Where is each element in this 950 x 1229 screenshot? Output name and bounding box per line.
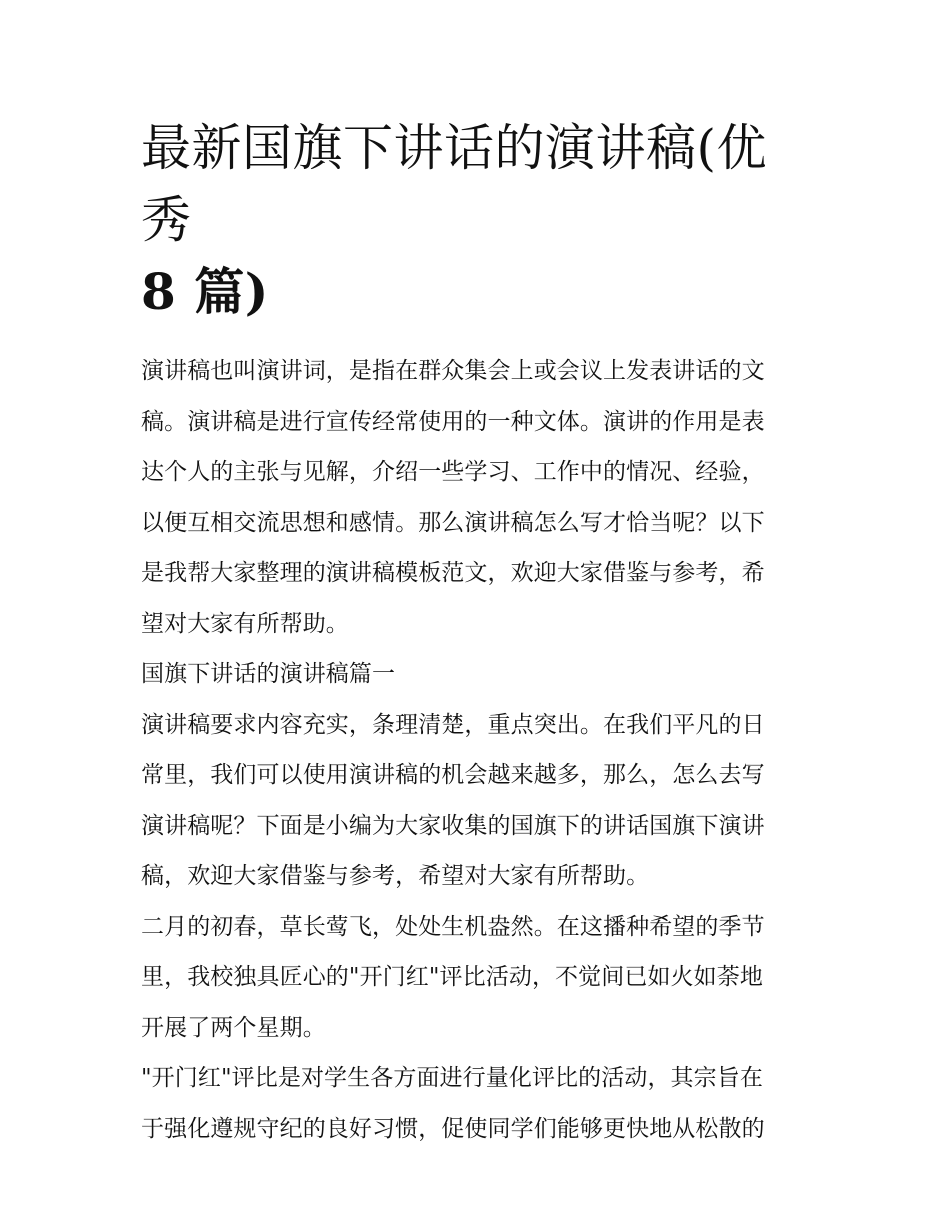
document-title-line2: 8 篇) xyxy=(141,262,269,321)
document-title xyxy=(141,112,816,328)
paragraph-intro: 演讲稿也叫演讲词，是指在群众集会上或会议上发表讲话的文 稿。演讲稿是进行宣传经常使用的一种文体。演讲的作用是表 达个人的主张与见解，介绍一些学习、工作中的情况、经验， 以便互相交流思想和感情。那么演讲稿怎么写才恰当呢？以下 是我帮大家整理的演讲稿模板范文，欢迎大家借鉴与参考，希 望对大家有所帮助。 xyxy=(141,358,765,637)
document-title-line1: 最新国旗下讲话的演讲稿(优秀 xyxy=(141,119,768,249)
section-heading: 国旗下讲话的演讲稿篇一 xyxy=(141,661,396,687)
paragraph-evaluation: "开门红"评比是对学生各方面进行量化评比的活动，其宗旨在 于强化遵规守纪的良好习惯，促使同学们能够更快地从松散的 xyxy=(141,1065,765,1142)
document-body xyxy=(141,112,816,1154)
paragraph-requirements: 演讲稿要求内容充实，条理清楚，重点突出。在我们平凡的日 常里，我们可以使用演讲稿的机会越来越多，那么，怎么去写 演讲稿呢？下面是小编为大家收集的国旗下的讲话国旗下演讲 稿，欢迎大家借鉴与参考，希望对大家有所帮助。 xyxy=(141,711,765,889)
paragraph-spring: 二月的初春，草长莺飞，处处生机盎然。在这播种希望的季节 里，我校独具匠心的"开门红"评比活动，不觉间已如火如荼地 开展了两个星期。 xyxy=(141,913,765,1041)
